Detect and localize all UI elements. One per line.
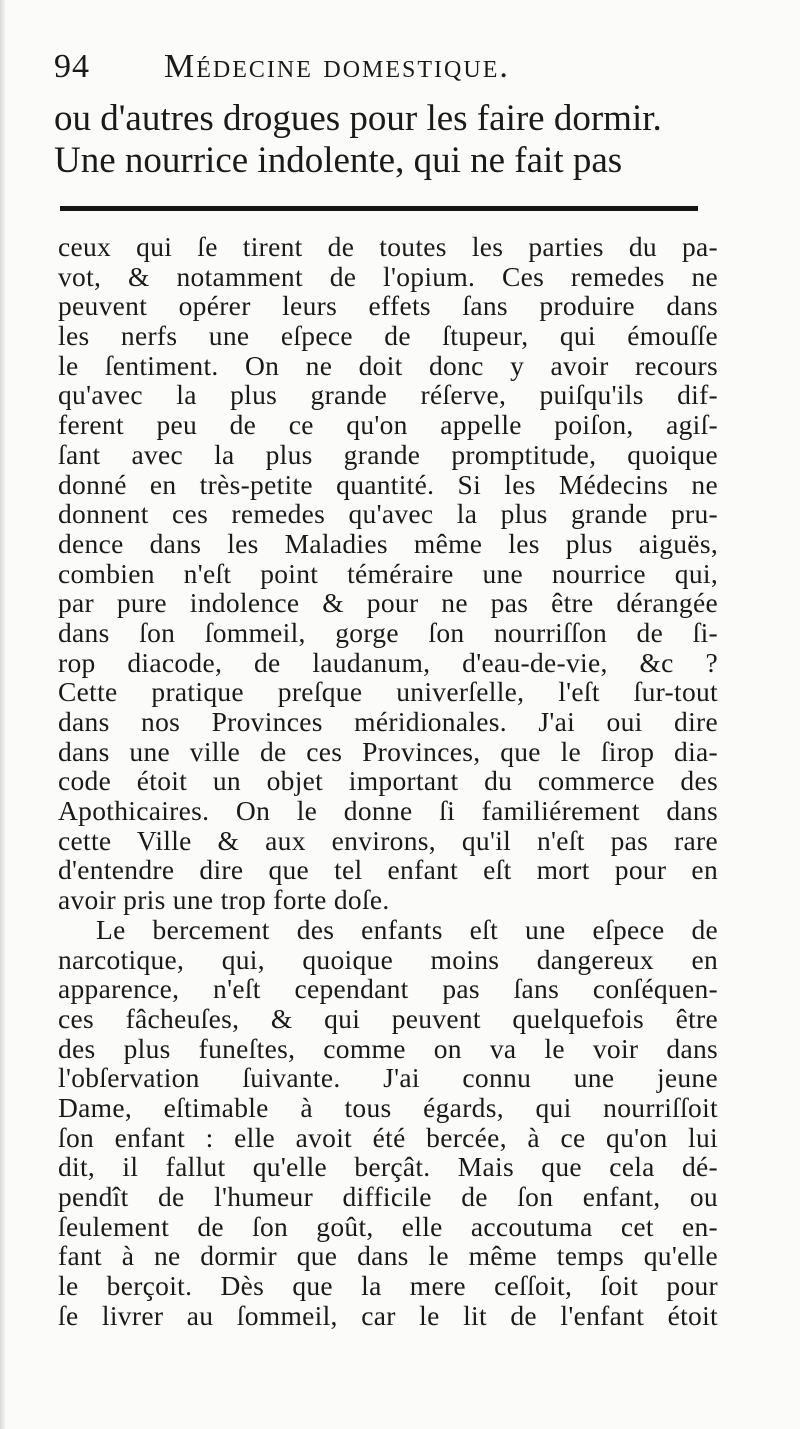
overlay-text-block [54,98,774,182]
text-line: donnent ces remedes qu'avec la plus grande pru- [58,498,718,530]
page-number: 94 [54,48,90,85]
text-line: ſon enfant : elle avoit été bercée, à ce qu'on lui [58,1121,718,1153]
text-line: peuvent opérer leurs effets ſans produire dans [58,290,718,322]
text-line: dence dans les Maladies même les plus aiguës, [58,527,718,559]
text-line: par pure indolence & pour ne pas être dérangée [58,587,718,619]
text-line: dans une ville de ces Provinces, que le ſirop dia- [58,735,718,767]
text-line: cette Ville & aux environs, qu'il n'eſt pas rare [58,824,718,856]
scan-edge [0,0,6,1429]
text-line: dit, il fallut qu'elle berçât. Mais que cela dé- [58,1151,718,1183]
text-line: narcotique, qui, quoique moins dangereux en [58,943,718,975]
text-line: donné en très-petite quantité. Si les Médecins ne [58,468,718,500]
text-line: Apothicaires. On le donne ſi familiérement dans [58,795,718,827]
paragraph-end-line: avoir pris une trop forte doſe. [58,884,390,916]
overlay-line: Une nourrice indolente, qui ne fait pas [54,140,623,181]
text-line: le ſentiment. On ne doit donc y avoir recours [58,349,718,381]
text-line: d'entendre dire que tel enfant eſt mort pour en [58,854,718,886]
text-line: des plus funeſtes, comme on va le voir dans [58,1032,718,1064]
text-line: fant à ne dormir que dans le même temps qu'elle [58,1240,718,1272]
text-line: l'obſervation ſuivante. J'ai connu une jeune [58,1062,718,1094]
text-line: rop diacode, de laudanum, d'eau-de-vie, &c ? [58,646,718,678]
text-line: vot, & notamment de l'opium. Ces remedes ne [58,260,718,292]
text-line: Dame, eſtimable à tous égards, qui nourriſſoit [58,1091,718,1123]
text-line: ferent peu de ce qu'on appelle poiſon, agiſ- [58,409,718,441]
overlay-line: ou d'autres drogues pour les faire dormir. [54,98,662,139]
text-line: ces fâcheuſes, & qui peuvent quelquefois être [58,1002,718,1034]
text-line: apparence, n'eſt cependant pas ſans conſéquen- [58,973,718,1005]
page-header [54,48,754,86]
text-line: ſant avec la plus grande promptitude, quoique [58,438,718,470]
paragraph-start-line: Le bercement des enfants eſt une eſpece de [96,913,718,945]
text-line: les nerfs une eſpece de ſtupeur, qui émouſſe [58,320,718,352]
body-text [58,232,718,1330]
running-title: Médecine domestique. [164,48,510,85]
text-line: code étoit un objet important du commerce des [58,765,718,797]
text-line: ſeulement de ſon goût, elle accoutuma cet en- [58,1210,718,1242]
text-line: Cette pratique preſque univerſelle, l'eſt ſur-tout [58,676,718,708]
text-line: ceux qui ſe tirent de toutes les parties du pa- [58,231,718,262]
text-line: ſe livrer au ſommeil, car le lit de l'enfant étoit [58,1299,718,1331]
text-line: dans ſon ſommeil, gorge ſon nourriſſon de ſi- [58,616,718,648]
horizontal-rule [60,206,698,211]
text-line: pendît de l'humeur difficile de ſon enfant, ou [58,1181,718,1212]
text-line: combien n'eſt point téméraire une nourrice qui, [58,557,718,589]
text-line: dans nos Provinces méridionales. J'ai oui dire [58,706,718,737]
text-line: le berçoit. Dès que la mere ceſſoit, ſoit pour [58,1270,718,1302]
text-line: qu'avec la plus grande réſerve, puiſqu'ils dif- [58,379,718,411]
